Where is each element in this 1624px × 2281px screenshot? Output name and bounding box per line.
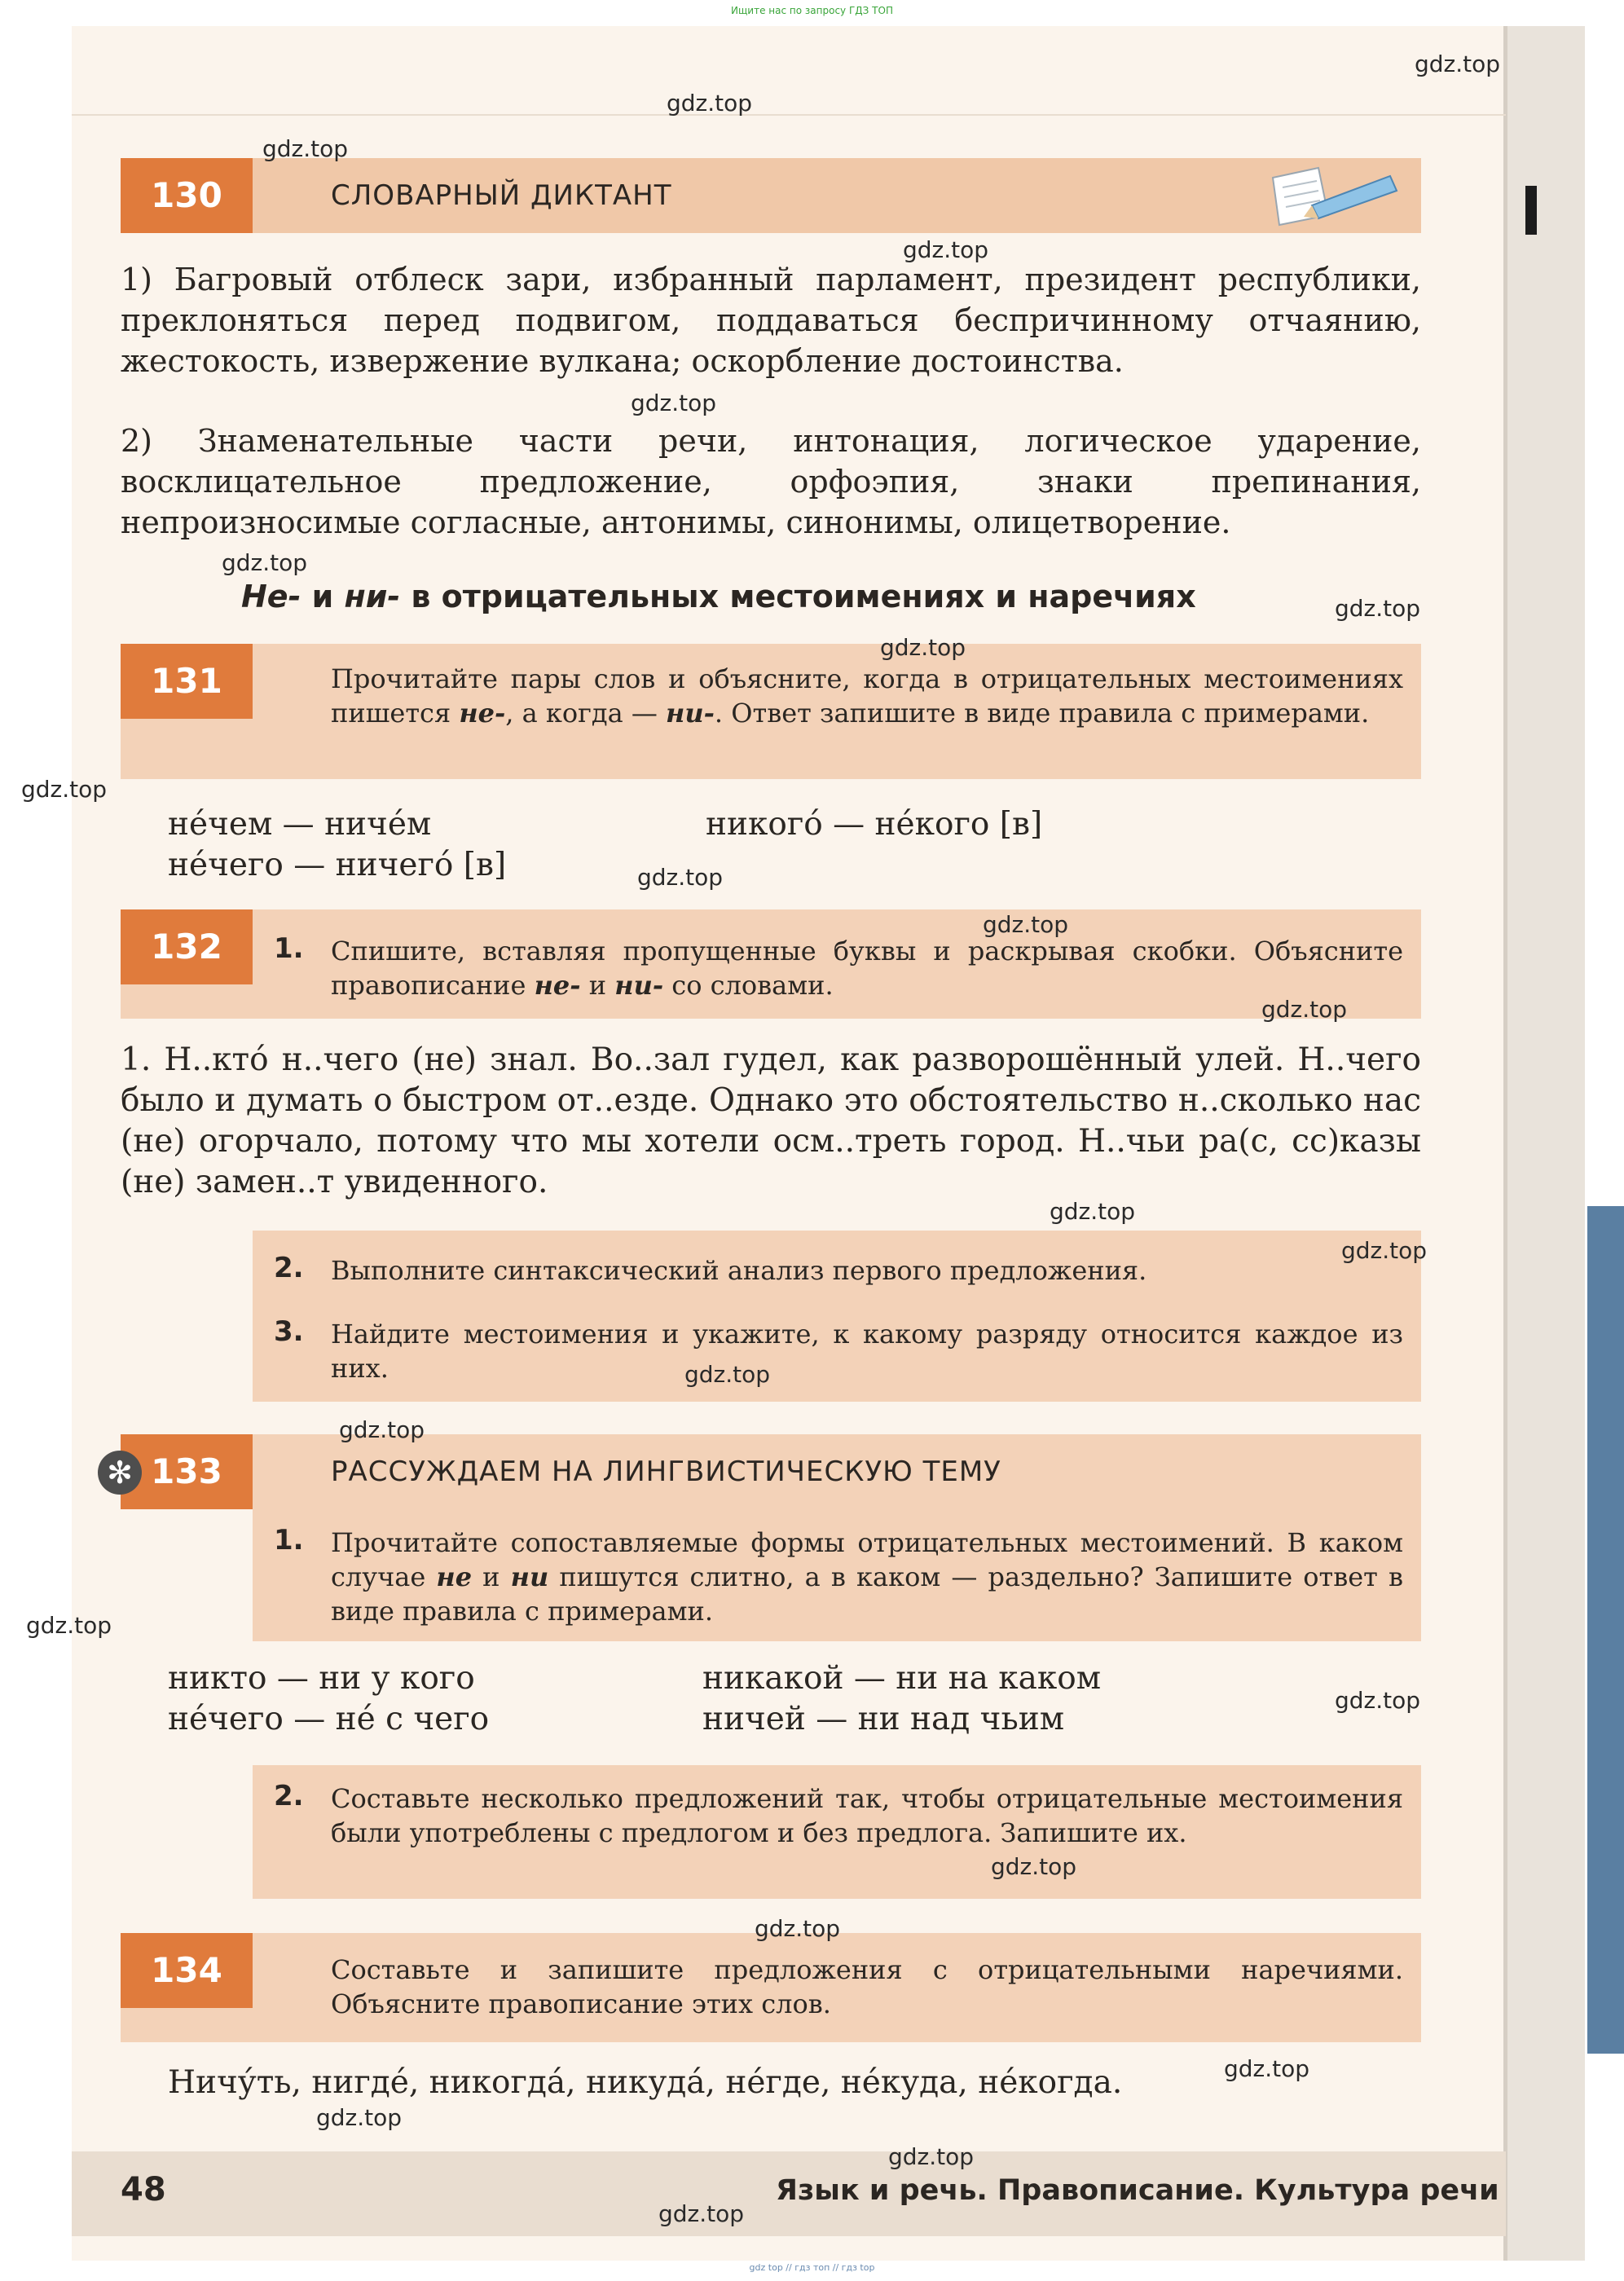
watermark: gdz.top: [667, 90, 753, 117]
blue-side-tab: [1587, 1206, 1624, 2054]
ex132-task1-ni: ни-: [614, 970, 664, 1001]
watermark: gdz.top: [658, 2200, 745, 2227]
ex131-task-ne: не-: [459, 698, 506, 729]
ex130-text-2: 2) Знаменательные части речи, интонация, логическое ударение, восклицательное предложение, орфоэпия, знаки препинания, непроизносимые согласные, антонимы, синонимы, олицетворение.: [121, 423, 1421, 540]
ex133-task2-number: 2.: [274, 1780, 304, 1812]
ex132-task2-number: 2.: [274, 1252, 304, 1284]
ex132-task1: [331, 934, 1403, 1002]
ex130-number: 130: [121, 158, 253, 233]
pencil-paper-icon: [1268, 161, 1398, 228]
ex130-text-1: 1) Багровый отблеск зари, избранный парламент, президент республики, преклоняться перед подвигом, поддаваться беспричинному отчаянию, жестокость, извержение вулкана; оскорбление достоинства.: [121, 262, 1421, 379]
section-heading: [241, 579, 1196, 614]
watermark: gdz.top: [316, 2104, 403, 2131]
watermark: gdz.top: [26, 1612, 112, 1639]
ex133-pair-2: никакой — ни на каком: [702, 1660, 1102, 1697]
ex130-title: СЛОВАРНЫЙ ДИКТАНТ: [331, 179, 672, 212]
watermark: gdz.top: [983, 911, 1069, 938]
ex132-task3-number: 3.: [274, 1315, 304, 1348]
ex133-task1-ni: ни: [510, 1561, 549, 1592]
ex131-task-part-b: , а когда —: [505, 698, 667, 729]
watermark: gdz.top: [1335, 1687, 1421, 1714]
ex132-task1-part-a: Спишите, вставляя пропущенные буквы и раскрывая скобки. Объясните правописание: [331, 936, 1403, 1001]
ex130-banner: [121, 158, 1421, 233]
ex132-number: 132: [121, 909, 253, 984]
watermark: gdz.top: [637, 864, 724, 891]
top-note: Ищите нас по запросу ГДЗ ТОП: [731, 5, 893, 16]
ex133-task1-part-c: пишутся слитно, а в каком — раздельно? Запишите ответ в виде правила с примерами.: [331, 1561, 1404, 1627]
ex131-task-part-a: Прочитайте пары слов и объясните, когда в отрицательных местоимениях пишется: [331, 663, 1403, 729]
watermark: gdz.top: [903, 236, 989, 263]
ex132-task2: Выполните синтаксический анализ первого предложения.: [331, 1255, 1147, 1286]
asterisk-circle-icon: ✻: [98, 1451, 142, 1495]
page-frame-line: [72, 114, 1506, 116]
ex133-task1-ne: не: [436, 1561, 473, 1592]
ex132-task1-number: 1.: [274, 932, 304, 965]
ex132-task1-part-b: и: [580, 970, 615, 1001]
ex132-text: 1. Н..кто́ н..чего (не) знал. Во..зал гудел, как разворошённый улей. Н..чего было и думать о быстром от..езде. Однако это обстоятельство н..сколько нас (не) огорчало, потому что мы хотели осм..треть город. Н..чьи ра(с, сс)казы (не) замен..т увиденного.: [121, 1041, 1421, 1200]
ex131-number: 131: [121, 644, 253, 719]
ex133-task1-number: 1.: [274, 1524, 304, 1557]
section-heading-and: и: [301, 579, 345, 614]
ex133-number: 133: [121, 1434, 253, 1509]
ex134-number: 134: [121, 1933, 253, 2008]
edge-mark: [1525, 186, 1537, 235]
ex132-task3: Найдите местоимения и укажите, к какому разряду относится каждое из них.: [331, 1319, 1403, 1384]
footer-title: Язык и речь. Правописание. Культура речи: [776, 2174, 1499, 2207]
ex134-task: Составьте и запишите предложения с отрицательными наречиями. Объясните правописание этих слов.: [331, 1954, 1403, 2019]
watermark: gdz.top: [262, 135, 349, 162]
watermark: gdz.top: [339, 1416, 425, 1443]
ex133-task1-part-b: и: [472, 1561, 511, 1592]
watermark: gdz.top: [1050, 1198, 1136, 1225]
ex133-task1: [331, 1526, 1403, 1628]
page-number: 48: [121, 2171, 166, 2208]
watermark: gdz.top: [888, 2143, 975, 2170]
ex133-task1-part-a: Прочитайте сопоставляемые формы отрицательных местоимений. В каком случае: [331, 1527, 1403, 1592]
ex133-pair-3: не́чего — не́ с чего: [168, 1701, 490, 1737]
ex133-title: РАССУЖДАЕМ НА ЛИНГВИСТИЧЕСКУЮ ТЕМУ: [331, 1455, 1001, 1488]
watermark: gdz.top: [1224, 2055, 1310, 2082]
ex131-pair-3: не́чего — ничего́ [в]: [168, 847, 507, 883]
ex133-pair-1: никто — ни у кого: [168, 1660, 475, 1697]
ex134-words: Ничу́ть, нигде́, никогда́, никуда́, не́где, не́куда, не́когда.: [168, 2064, 1123, 2101]
bottom-note: gdz top // гдз топ // гдз top: [749, 2262, 875, 2273]
watermark: gdz.top: [222, 549, 308, 576]
watermark: gdz.top: [631, 390, 717, 416]
watermark: gdz.top: [1341, 1237, 1428, 1264]
section-heading-ne: Не-: [241, 579, 301, 614]
ex131-pair-2: никого́ — не́кого [в]: [706, 806, 1043, 843]
page-edge: [1507, 26, 1585, 2261]
watermark: gdz.top: [1261, 996, 1348, 1023]
ex131-task-part-c: . Ответ запишите в виде правила с примерами.: [714, 698, 1370, 729]
watermark: gdz.top: [1335, 595, 1421, 622]
ex133-task2: Составьте несколько предложений так, чтобы отрицательные местоимения были употреблены с предлогом и без предлога. Запишите их.: [331, 1783, 1403, 1848]
watermark: gdz.top: [880, 634, 966, 661]
ex132-task1-ne: не-: [534, 970, 581, 1001]
ex133-pair-4: ничей — ни над чьим: [702, 1701, 1065, 1737]
watermark: gdz.top: [1415, 51, 1501, 77]
watermark: gdz.top: [755, 1915, 841, 1942]
section-heading-rest: в отрицательных местоимениях и наречиях: [400, 579, 1196, 614]
section-heading-ni: ни-: [344, 579, 401, 614]
ex132-task1-part-c: со словами.: [663, 970, 834, 1001]
watermark: gdz.top: [21, 776, 108, 803]
ex131-pair-1: не́чем — ниче́м: [168, 806, 432, 843]
ex131-task: [331, 662, 1403, 730]
watermark: gdz.top: [991, 1853, 1077, 1880]
ex131-task-ni: ни-: [666, 698, 715, 729]
watermark: gdz.top: [684, 1361, 771, 1388]
